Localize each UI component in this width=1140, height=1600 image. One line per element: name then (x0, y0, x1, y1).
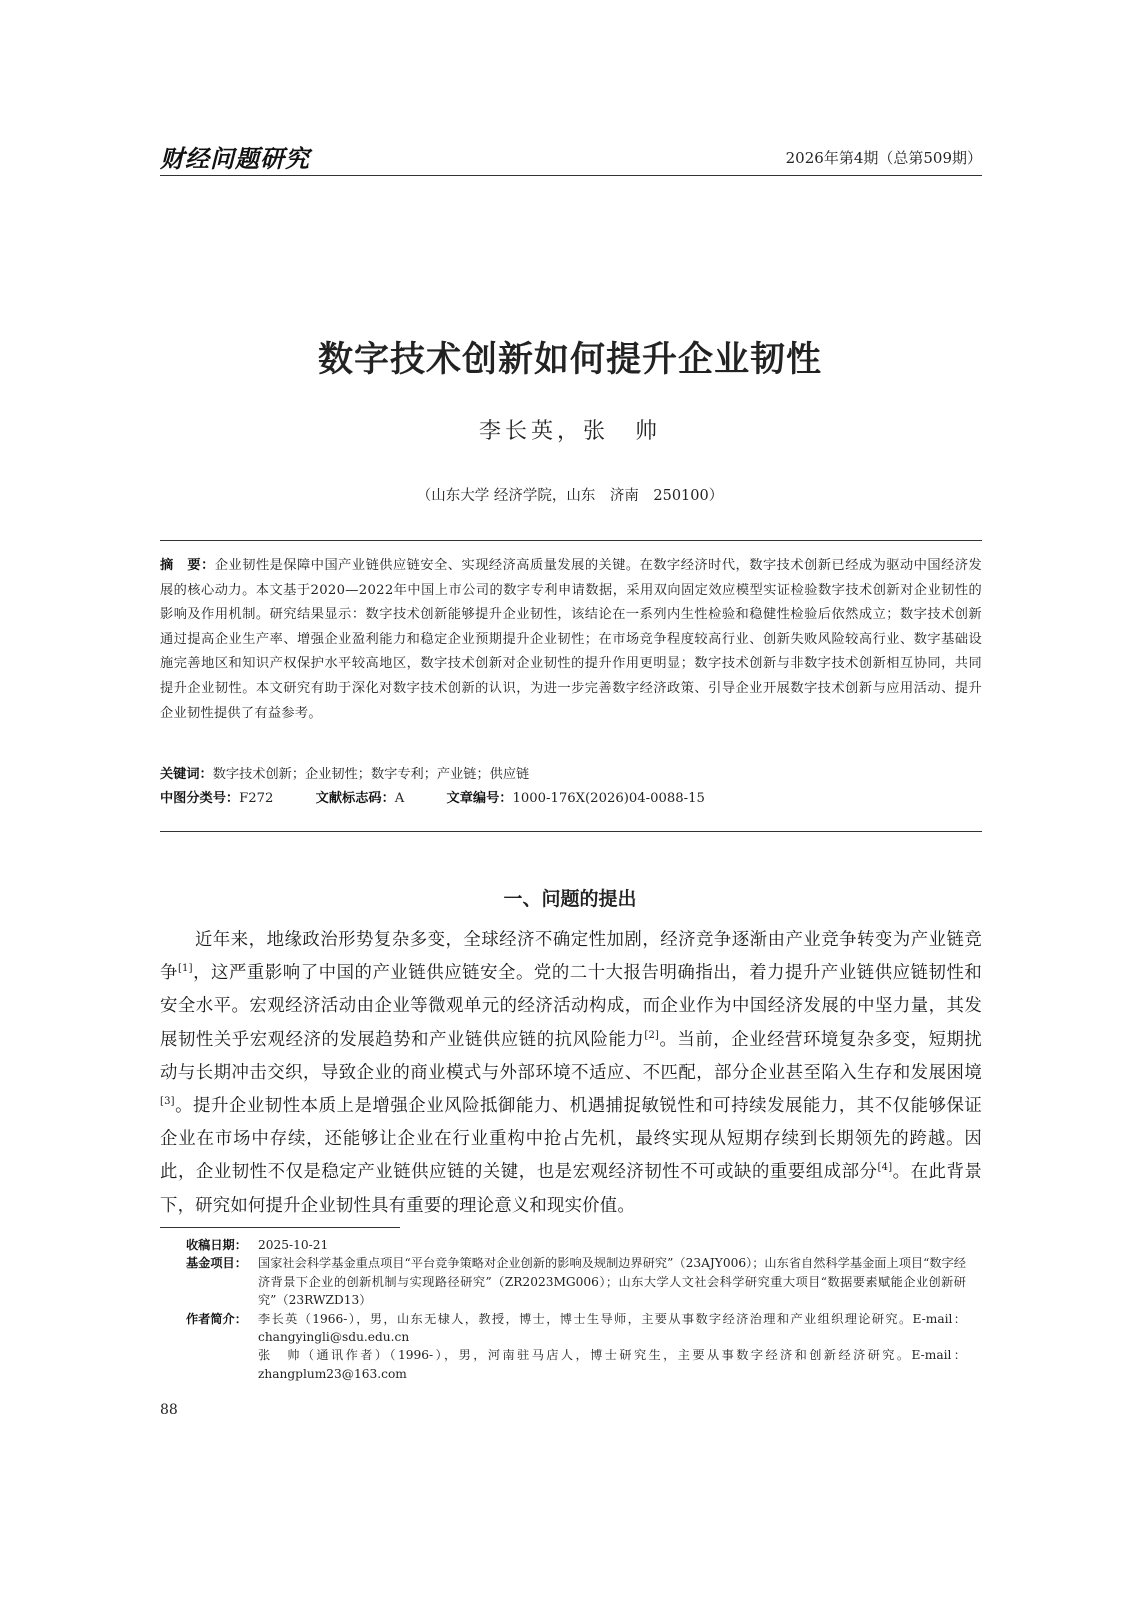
footnote-divider (160, 1227, 400, 1228)
body-paragraph (160, 924, 982, 1223)
journal-logo: 财经问题研究 (160, 144, 310, 173)
page-header (160, 139, 982, 176)
author-label: 作者简介： (186, 1311, 247, 1326)
section-heading: 一、问题的提出 (503, 888, 637, 910)
abstract-box (160, 540, 982, 832)
page-number: 88 (160, 1402, 178, 1418)
footnote-authors (186, 1310, 966, 1384)
fund-label: 基金项目： (186, 1256, 247, 1271)
abstract-text: 企业韧性是保障中国产业链供应链安全、实现经济高质量发展的关键。在数字经济时代，数字技术创新已经成为驱动中国经济发展的核心动力。本文基于2020—2022年中国上市公司的数字专利申请数据，采用双向固定效应模型实证检验数字技术创新对企业韧性的影响及作用机制。研究结果显示：数字技术创新能够提升企业韧性，该结论在一系列内生性检验和稳健性检验后依然成立；数字技术创新通过提高企业生产率、增强企业盈利能力和稳定企业预期提升企业韧性；在市场竞争程度较高行业、创新失败风险较高行业、数字基础设施完善地区和知识产权保护水平较高地区，数字技术创新对企业韧性的提升作用更明显；数字技术创新与非数字技术创新相互协同，共同提升企业韧性。本文研究有助于深化对数字技术创新的认识，为进一步完善数字经济政策、引导企业开展数字技术创新与应用活动、提升企业韧性提供了有益参考。 (160, 558, 983, 721)
article-no-label: 文章编号： (446, 791, 513, 806)
article-affiliation: （山东大学 经济学院，山东 济南 250100） (416, 488, 724, 504)
body-text-part: 。当前，企业经营环境复杂多变，短期扰动与长期冲击交织，导致企业的商业模式与外部环境不适应、不匹配，部分企业甚至陷入生存和发展困境 (160, 1029, 982, 1083)
keywords-label: 关键词： (160, 767, 213, 782)
citation-ref[interactable]: [3] (160, 1096, 175, 1108)
body-text-part: 近年来，地缘政治形势复杂多变，全球经济不确定性加剧，经济竞争逐渐由产业竞争转变为产业链竞争 (160, 930, 982, 984)
footnote-fund (186, 1254, 966, 1309)
received-value: 2025-10-21 (258, 1238, 329, 1252)
footnotes (186, 1236, 966, 1383)
author-bio-1: 李长英（1966-），男，山东无棣人，教授，博士，博士生导师，主要从事数字经济治理和产业组织理论研究。E-mail：changyingli@sdu.edu.cn (258, 1311, 966, 1345)
clc-value: F272 (239, 791, 274, 806)
article-no-value: 1000-176X(2026)04-0088-15 (512, 791, 705, 806)
keywords-value: 数字技术创新；企业韧性；数字专利；产业链；供应链 (212, 767, 530, 782)
abstract-label: 摘 要： (160, 558, 215, 573)
footnote-received (186, 1236, 966, 1254)
classification-line (160, 787, 982, 811)
article-title: 数字技术创新如何提升企业韧性 (317, 340, 822, 380)
body-text-part: 。提升企业韧性本质上是增强企业风险抵御能力、机遇捕捉敏锐性和可持续发展能力，其不仅能够保证企业在市场中存续，还能够让企业在行业重构中抢占先机，最终实现从短期存续到长期领先的跨越。因此，企业韧性不仅是稳定产业链供应链的关键，也是宏观经济韧性不可或缺的重要组成部分 (160, 1096, 982, 1183)
clc-code (160, 791, 273, 806)
abstract (160, 554, 982, 726)
body-text-part: ，这严重影响了中国的产业链供应链安全。党的二十大报告明确指出，着力提升产业链供应链韧性和安全水平。宏观经济活动由企业等微观单元的经济活动构成，而企业作为中国经济发展的中坚力量，其发展韧性关乎宏观经济的发展趋势和产业链供应链的抗风险能力 (160, 963, 983, 1050)
issue-info: 2026年第4期（总第509期） (785, 149, 982, 167)
author-bios (258, 1310, 966, 1384)
citation-ref[interactable]: [4] (877, 1162, 893, 1174)
body-text-part: 。在此背景下，研究如何提升企业韧性具有重要的理论意义和现实价值。 (160, 1162, 982, 1216)
doc-code-value: A (394, 791, 405, 806)
citation-ref[interactable]: [1] (177, 963, 193, 975)
article-authors: 李长英，张 帅 (478, 419, 661, 444)
clc-label: 中图分类号： (160, 791, 240, 806)
received-label: 收稿日期： (186, 1238, 247, 1252)
article-number (447, 791, 705, 806)
keywords-line (160, 763, 982, 787)
doc-code-label: 文献标志码： (315, 791, 395, 806)
citation-ref[interactable]: [2] (644, 1029, 660, 1041)
author-bio-2: 张 帅（通讯作者）（1996-），男，河南驻马店人，博士研究生，主要从事数字经济和创新经济研究。E-mail：zhangplum23@163.com (258, 1348, 966, 1381)
fund-value: 国家社会科学基金重点项目“平台竞争策略对企业创新的影响及规制边界研究”（23AJY006）；山东省自然科学基金面上项目“数字经济背景下企业的创新机制与实现路径研究”（ZR2023MG006）；山东大学人文社会科学研究重大项目“数据要素赋能企业创新研究”（23RWZD13） (258, 1256, 966, 1308)
document-code (316, 791, 405, 806)
